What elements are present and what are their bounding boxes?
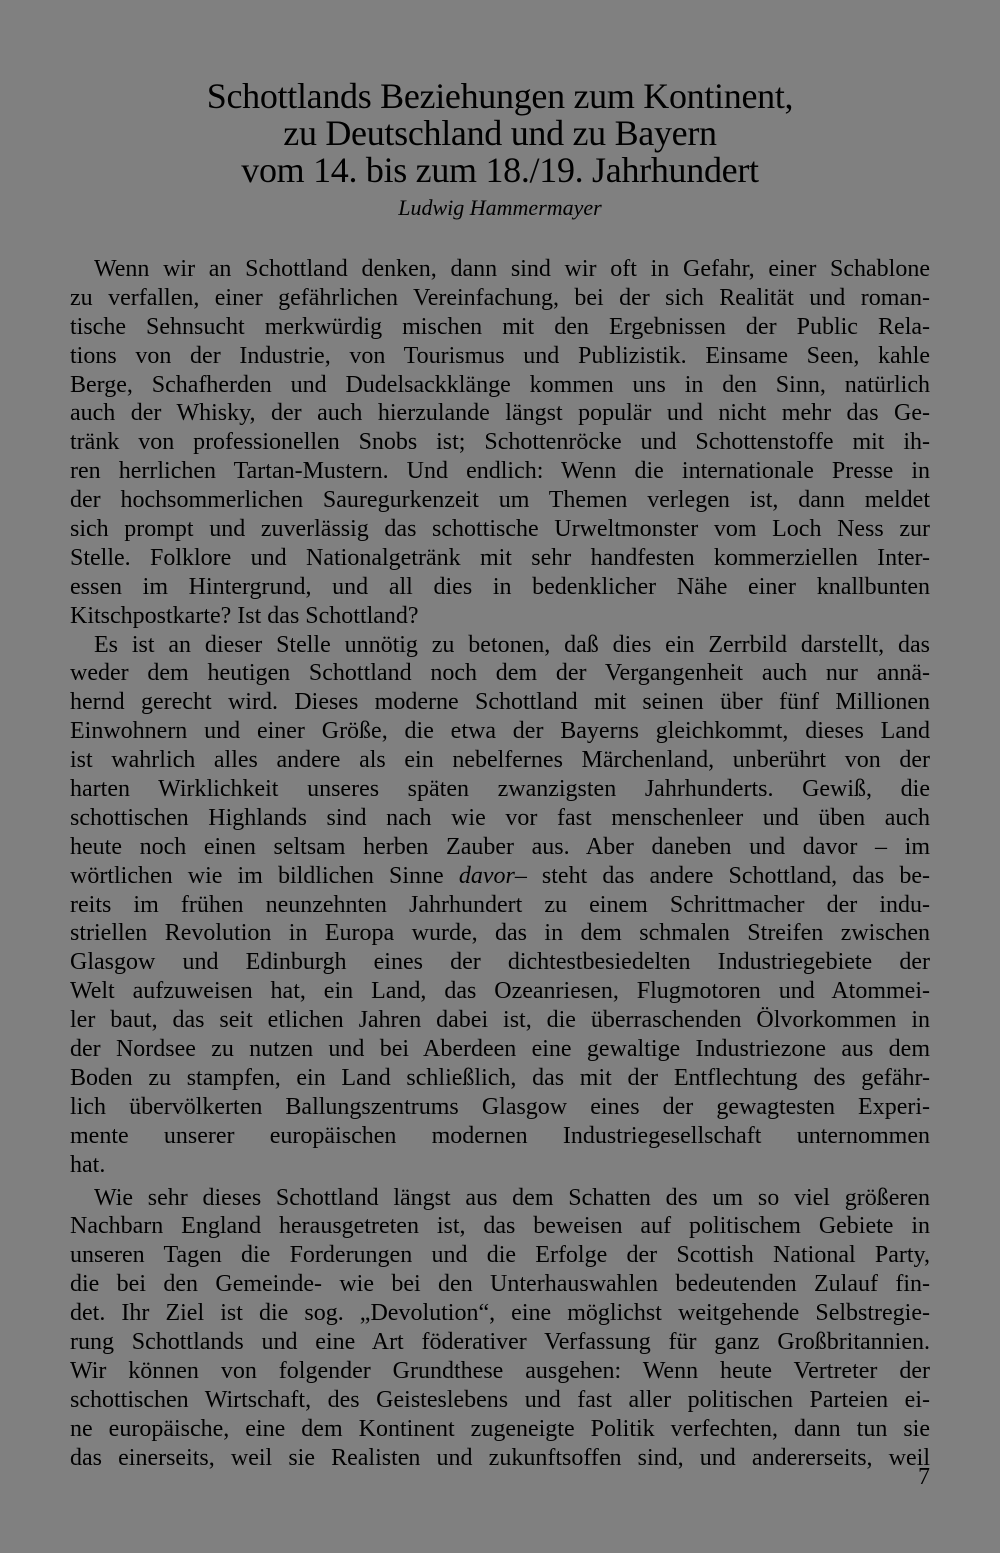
text-line: tions von der Industrie, von Tourismus und Publizistik. Einsame Seen, kahle [70, 342, 930, 369]
article-body [70, 255, 930, 1472]
text-line: Berge, Schafherden und Dudelsackklänge kommen uns in den Sinn, natürlich [70, 371, 930, 398]
text-line: Stelle. Folklore und Nationalgetränk mit sehr handfesten kommerziellen Inter- [70, 544, 930, 571]
text-line: Welt aufzuweisen hat, ein Land, das Ozeanriesen, Flugmotoren und Atommei- [70, 978, 930, 1005]
text-line: unseren Tagen die Forderungen und die Erfolge der Scottish National Party, [70, 1242, 930, 1269]
page-number: 7 [918, 1464, 930, 1490]
text-line: hat. [70, 1151, 106, 1178]
text-line: der hochsommerlichen Sauregurkenzeit um Themen verlegen ist, dann meldet [70, 487, 930, 514]
text-line: auch der Whisky, der auch hierzulande längst populär und nicht mehr das Ge- [70, 400, 930, 427]
text-line: heute noch einen seltsam herben Zauber aus. Aber daneben und davor – im [70, 833, 930, 860]
text-line: ler baut, das seit etlichen Jahren dabei ist, die überraschenden Ölvorkommen in [70, 1007, 930, 1034]
text-line: hernd gerecht wird. Dieses moderne Schottland mit seinen über fünf Millionen [70, 689, 930, 716]
text-line: rung Schottlands und eine Art föderativer Verfassung für ganz Großbritannien. [70, 1328, 930, 1355]
text-line: essen im Hintergrund, und all dies in bedenklicher Nähe einer knallbunten [70, 573, 930, 600]
text-line: Boden zu stampfen, ein Land schließlich, das mit der Entflechtung des gefähr- [70, 1064, 930, 1091]
text-line: Es ist an dieser Stelle unnötig zu betonen, daß dies ein Zerrbild darstellt, das [94, 631, 930, 658]
text-segment: – steht das andere Schottland, das be- [514, 862, 930, 889]
text-line: Kitschpostkarte? Ist das Schottland? [70, 602, 419, 629]
text-line: schottischen Wirtschaft, des Geisteslebens und fast aller politischen Parteien ei- [70, 1386, 930, 1413]
text-line: Wir können von folgender Grundthese ausgehen: Wenn heute Vertreter der [70, 1357, 930, 1384]
text-line: Wenn wir an Schottland denken, dann sind wir oft in Gefahr, einer Schablone [94, 256, 930, 282]
text-line: ren herrlichen Tartan-Mustern. Und endlich: Wenn die internationale Presse in [70, 458, 930, 485]
title-line: Schottlands Beziehungen zum Kontinent, [206, 76, 794, 116]
title-line: zu Deutschland und zu Bayern [283, 113, 717, 153]
text-line: das einerseits, weil sie Realisten und zukunftsoffen sind, und andererseits, weil [70, 1444, 930, 1471]
article-title [70, 78, 930, 189]
text-line: Glasgow und Edinburgh eines der dichtestbesiedelten Industriegebiete der [70, 949, 930, 976]
title-line: vom 14. bis zum 18./19. Jahrhundert [241, 150, 759, 190]
text-line-with-italic [70, 862, 930, 891]
text-line: schottischen Highlands sind nach wie vor fast menschenleer und üben auch [70, 804, 930, 831]
text-line: weder dem heutigen Schottland noch dem der Vergangenheit auch nur annä- [70, 660, 930, 687]
text-line: mente unserer europäischen modernen Industriegesellschaft unternommen [70, 1122, 930, 1149]
text-line: tränk von professionellen Snobs ist; Schottenröcke und Schottenstoffe mit ih- [70, 429, 930, 456]
text-line: Wie sehr dieses Schottland längst aus dem Schatten des um so viel größeren [94, 1184, 930, 1211]
text-line: lich übervölkerten Ballungszentrums Glasgow eines der gewagtesten Experi- [70, 1093, 930, 1120]
text-line: ne europäische, eine dem Kontinent zugeneigte Politik verfechten, dann tun sie [70, 1415, 930, 1442]
author-name: Ludwig Hammermayer [398, 195, 602, 220]
text-line: Einwohnern und einer Größe, die etwa der Bayerns gleichkommt, dieses Land [70, 718, 930, 745]
text-line: sich prompt und zuverlässig das schottische Urweltmonster vom Loch Ness zur [70, 516, 930, 543]
text-line: reits im frühen neunzehnten Jahrhundert zu einem Schrittmacher der indu- [70, 891, 930, 918]
text-line: der Nordsee zu nutzen und bei Aberdeen eine gewaltige Industriezone aus dem [70, 1036, 930, 1063]
text-line: zu verfallen, einer gefährlichen Vereinfachung, bei der sich Realität und roman- [70, 284, 930, 311]
text-line: ist wahrlich alles andere als ein nebelfernes Märchenland, unberührt von der [70, 747, 930, 774]
text-line: Nachbarn England herausgetreten ist, das beweisen auf politischem Gebiete in [70, 1213, 930, 1240]
text-line: harten Wirklichkeit unseres späten zwanzigsten Jahrhunderts. Gewiß, die [70, 776, 930, 803]
text-line: tische Sehnsucht merkwürdig mischen mit den Ergebnissen der Public Rela- [70, 313, 930, 340]
text-line: striellen Revolution in Europa wurde, das in dem schmalen Streifen zwischen [70, 920, 930, 947]
text-line: det. Ihr Ziel ist die sog. „Devolution“, eine möglichst weitgehende Selbstregie- [70, 1300, 930, 1327]
italic-word: davor [458, 862, 515, 889]
text-segment: wörtlichen wie im bildlichen Sinne [70, 862, 459, 889]
text-line: die bei den Gemeinde- wie bei den Unterhauswahlen bedeutenden Zulauf fin- [70, 1271, 930, 1298]
